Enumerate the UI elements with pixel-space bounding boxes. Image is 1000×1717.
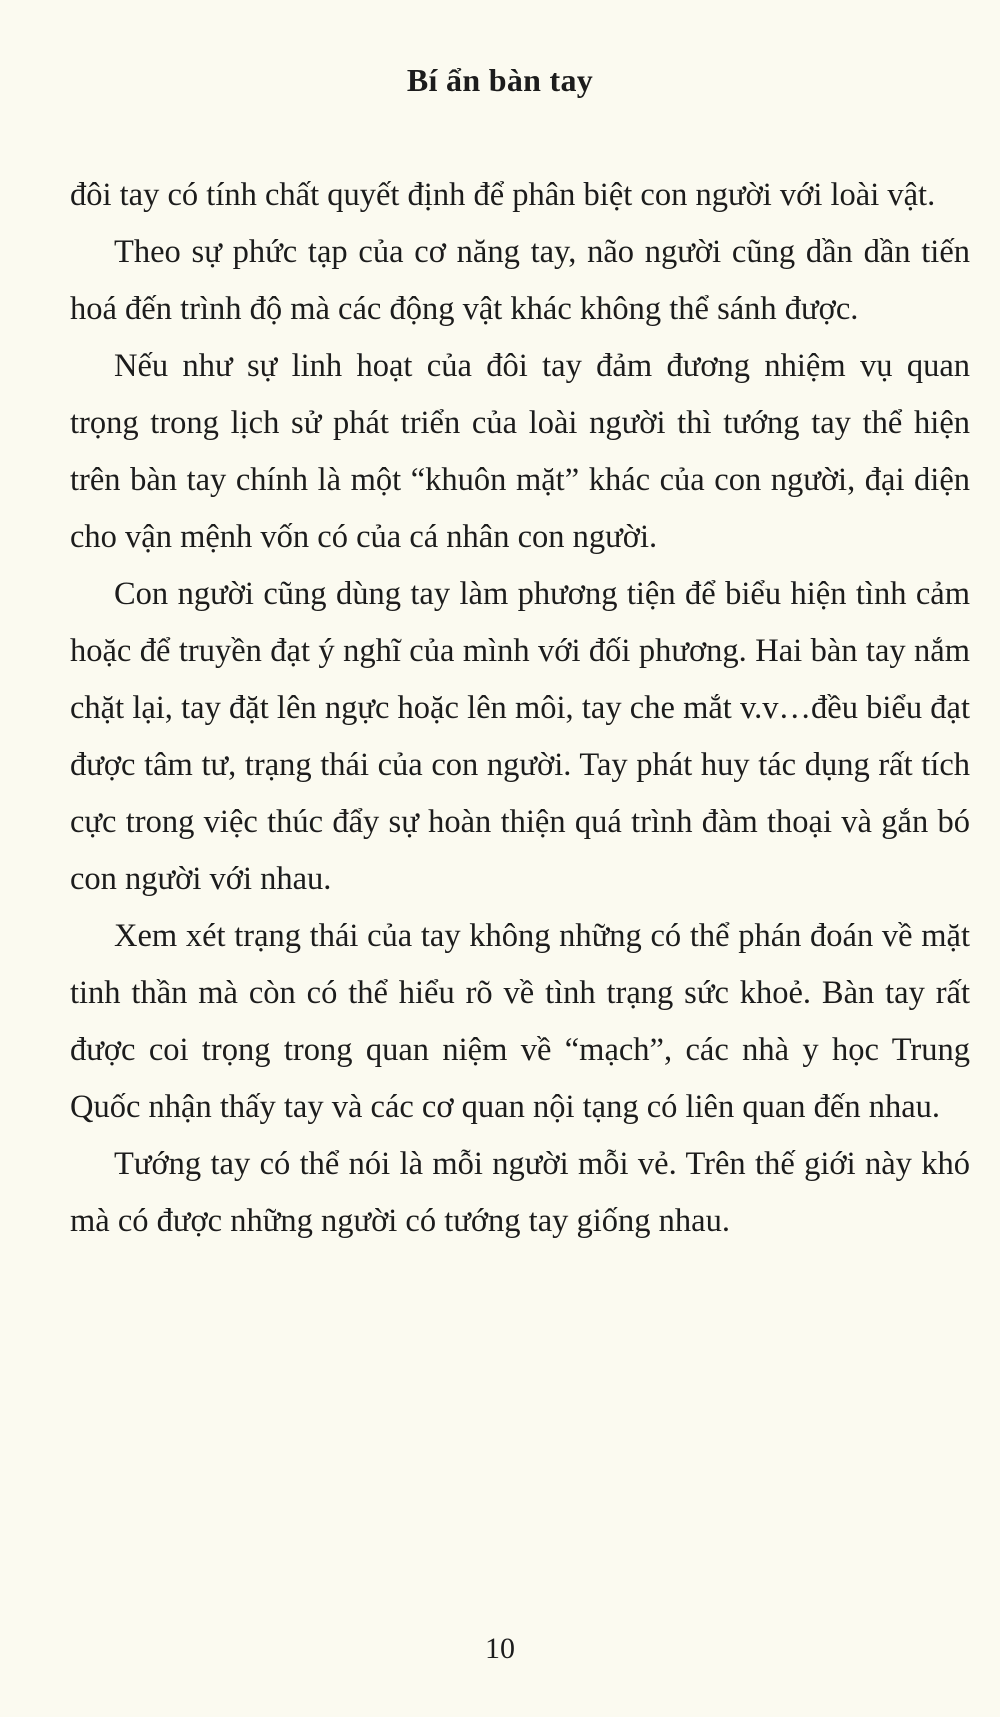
page-number: 10 <box>485 1632 515 1665</box>
running-title: Bí ẩn bàn tay <box>406 62 594 98</box>
paragraph-4: Con người cũng dùng tay làm phương tiện để biểu hiện tình cảm hoặc để truyền đạt ý nghĩ của mình với đối phương. Hai bàn tay nắm chặt lại, tay đặt lên ngực hoặc lên môi, tay che mắt v.v…đều biểu đạt được tâm tư, trạng thái của con người. Tay phát huy tác dụng rất tích cực trong việc thúc đẩy sự hoàn thiện quá trình đàm thoại và gắn bó con người với nhau. <box>70 576 970 897</box>
paragraph-6: Tướng tay có thể nói là mỗi người mỗi vẻ. Trên thế giới này khó mà có được những người có tướng tay giống nhau. <box>70 1146 970 1239</box>
paragraph-2: Theo sự phức tạp của cơ năng tay, não người cũng dần dần tiến hoá đến trình độ mà các động vật khác không thể sánh được. <box>70 234 970 327</box>
paragraph-3: Nếu như sự linh hoạt của đôi tay đảm đương nhiệm vụ quan trọng trong lịch sử phát triển của loài người thì tướng tay thể hiện trên bàn tay chính là một “khuôn mặt” khác của con người, đại diện cho vận mệnh vốn có của cá nhân con người. <box>70 348 970 555</box>
paragraph-1: đôi tay có tính chất quyết định để phân biệt con người với loài vật. <box>70 177 936 213</box>
body-text <box>70 167 970 1250</box>
paragraph-5: Xem xét trạng thái của tay không những có thể phán đoán về mặt tinh thần mà còn có thể hiểu rõ về tình trạng sức khoẻ. Bàn tay rất được coi trọng trong quan niệm về “mạch”, các nhà y học Trung Quốc nhận thấy tay và các cơ quan nội tạng có liên quan đến nhau. <box>70 918 970 1125</box>
